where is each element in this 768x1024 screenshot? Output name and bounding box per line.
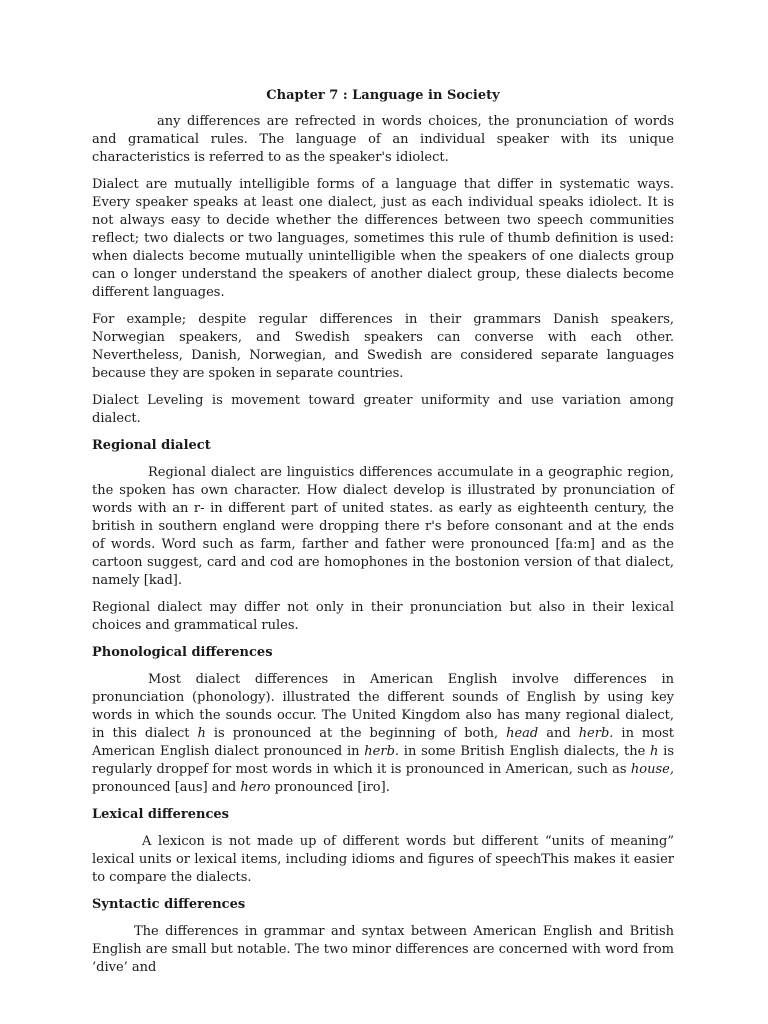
document-body [92, 87, 674, 986]
heading-syntactic-differences: Syntactic differences [92, 897, 246, 912]
paragraph-idiolect: any differences are refrected in words choices, the pronunciation of words and gramatical rules. The language of an individual speaker with its unique characteristics is referred to as the speaker's idiolect. [92, 114, 674, 165]
paragraph-example-scandinavian: For example; despite regular differences in their grammars Danish speakers, Norwegian speakers, and Swedish speakers can converse with each other. Nevertheless, Danish, Norwegian, and Swedish are considered separate languages because they are spoken in separate countries. [92, 312, 674, 381]
heading-regional-dialect: Regional dialect [92, 438, 211, 453]
chapter-title: Chapter 7 : Language in Society [266, 88, 500, 103]
paragraph-syntactic: The differences in grammar and syntax between American English and British English are small but notable. The two minor differences are concerned with word from ‘dive’ and [92, 924, 674, 975]
paragraph-regional-differences: Regional dialect may differ not only in their pronunciation but also in their lexical choices and grammatical rules. [92, 600, 674, 633]
paragraph-lexical: A lexicon is not made up of different words but different “units of meaning” lexical units or lexical items, including idioms and figures of speechThis makes it easier to compare the dialects. [92, 834, 674, 885]
heading-phonological-differences: Phonological differences [92, 645, 273, 660]
paragraph-phonological: Most dialect differences in American English involve differences in pronunciation (phonology). illustrated the different sounds of English by using key words in which the sounds occur. The United Kingdom also has many regional dialect, in this dialect h is pronounced at the beginning of both, head and herb. in most American English dialect pronounced in herb. in some British English dialects, the h is regularly droppef for most words in which it is pronounced in American, such as house, pronounced [aus] and hero pronounced [iro]. [92, 672, 675, 795]
paragraph-dialect-definition: Dialect are mutually intelligible forms of a language that differ in systematic ways. Every speaker speaks at least one dialect, just as each individual speaks idiolect. It is not always easy to decide whether the differences between two speech communities reflect; two dialects or two languages, sometimes this rule of thumb definition is used: when dialects become mutually unintelligible when the speakers of one dialects group can o longer understand the speakers of another dialect group, these dialects become different languages. [92, 177, 674, 300]
paragraph-regional-dialect: Regional dialect are linguistics differences accumulate in a geographic region, the spoken has own character. How dialect develop is illustrated by pronunciation of words with an r- in different part of united states. as early as eighteenth century, the british in southern england were dropping there r's before consonant and at the ends of words. Word such as farm, farther and father were pronounced [fa:m] and as the cartoon suggest, card and cod are homophones in the bostonion version of that dialect, namely [kad]. [92, 465, 674, 588]
heading-lexical-differences: Lexical differences [92, 807, 229, 822]
paragraph-dialect-leveling: Dialect Leveling is movement toward greater uniformity and use variation among dialect. [92, 393, 674, 426]
